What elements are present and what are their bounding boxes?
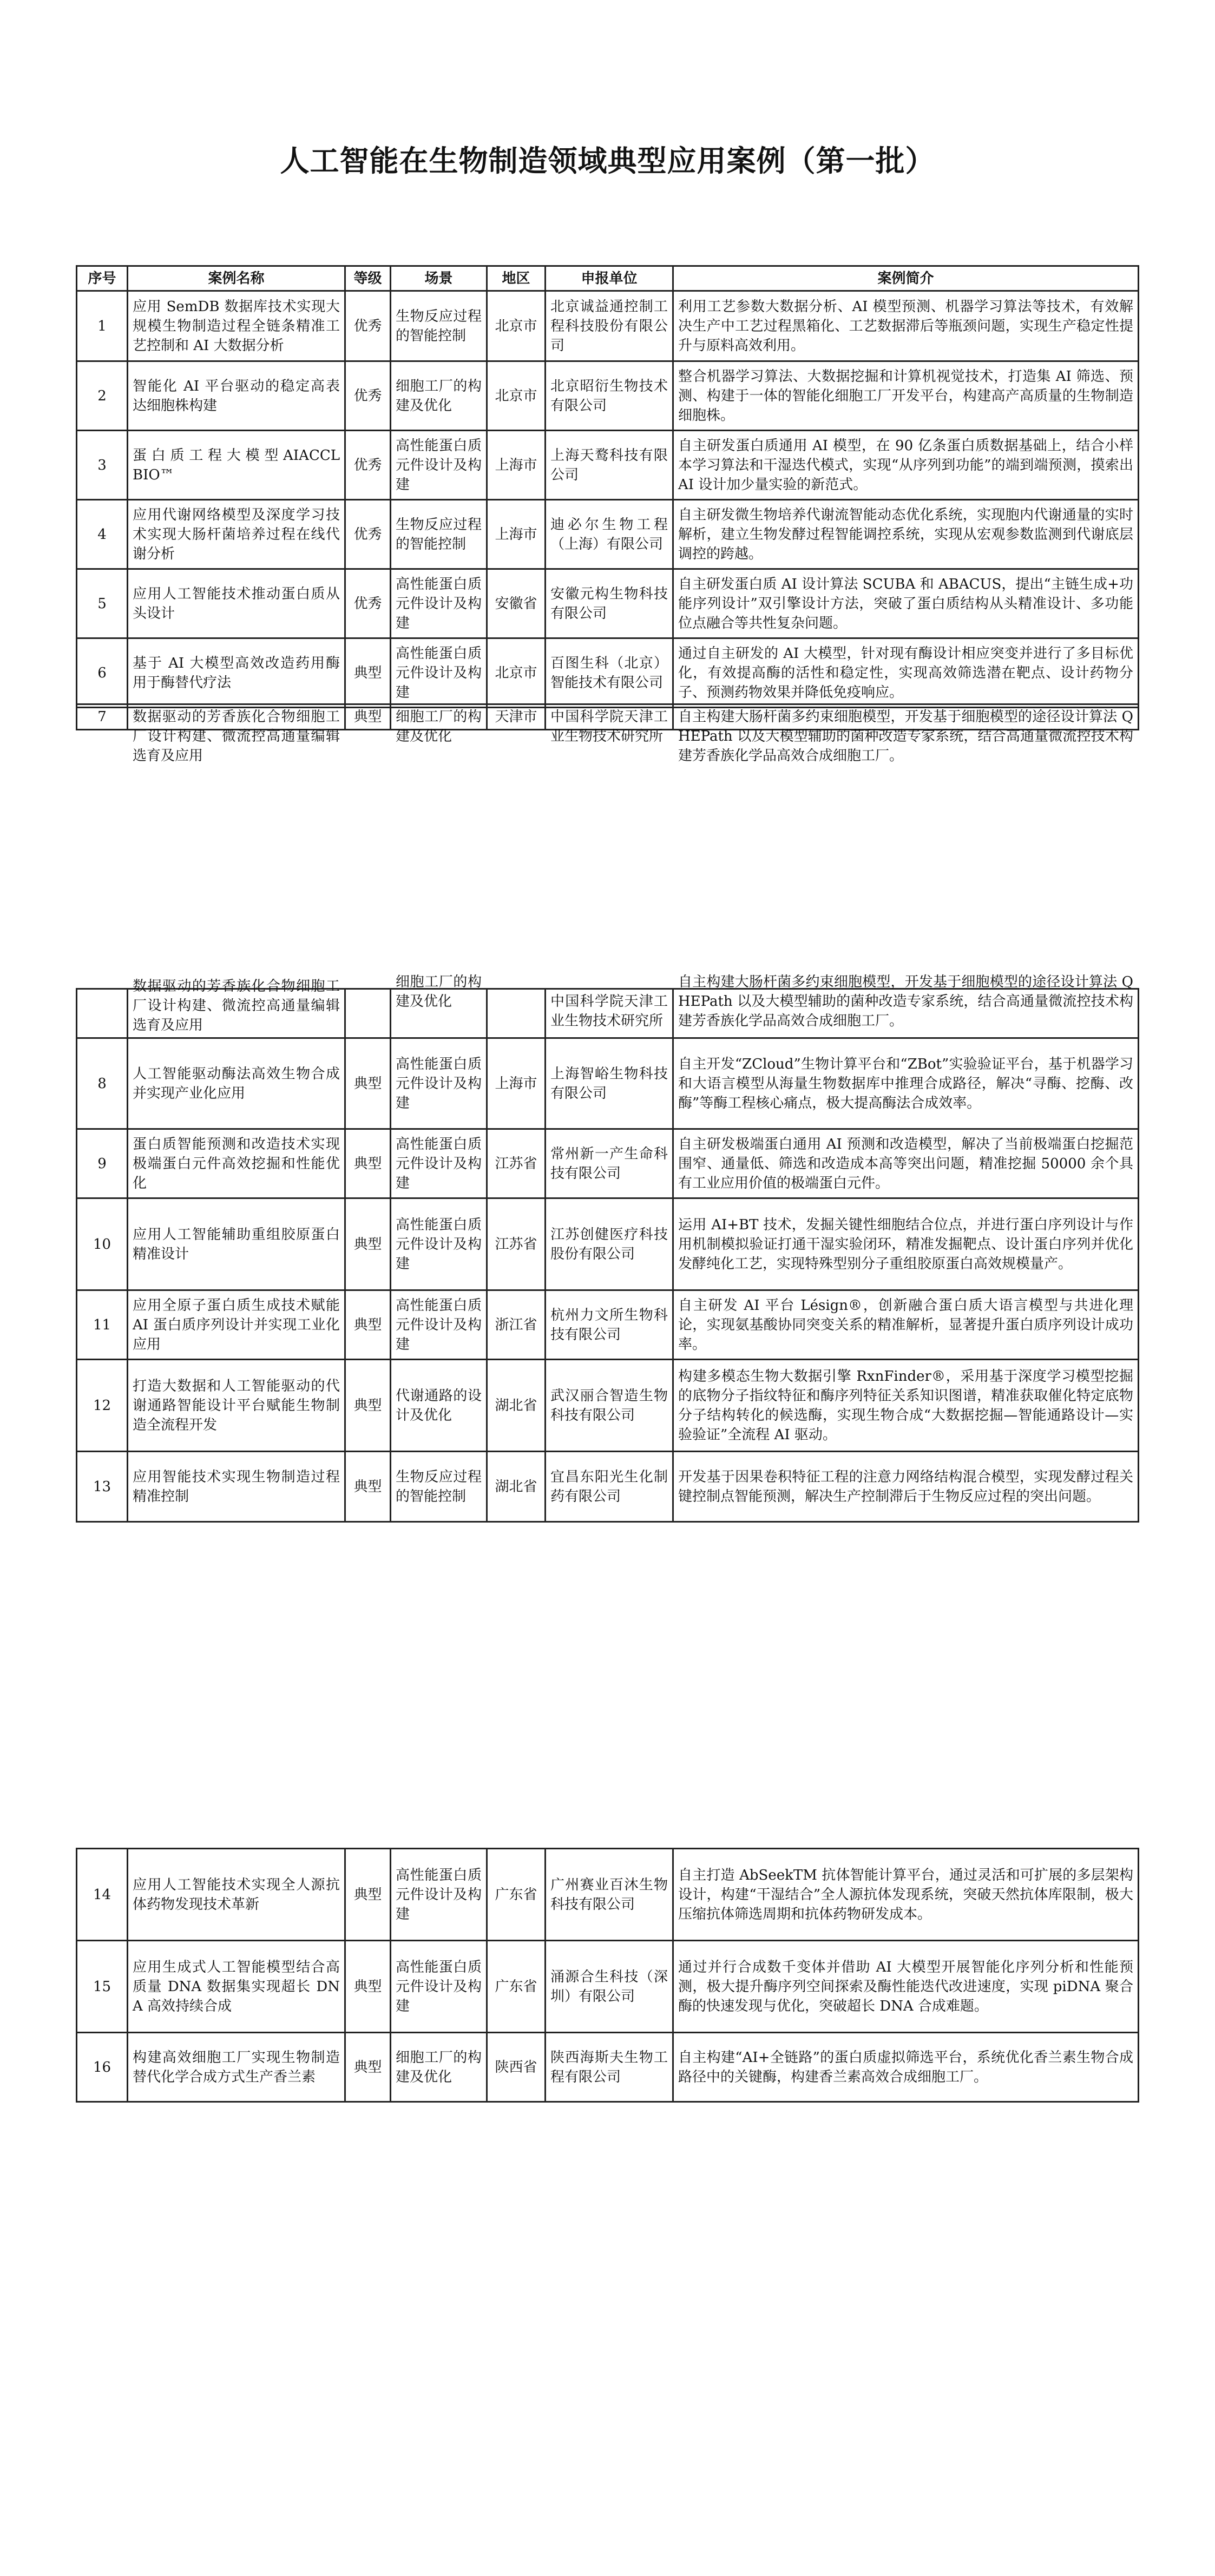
table-row — [77, 1198, 1139, 1290]
case-no: 1 — [77, 291, 128, 361]
case-level: 优秀 — [345, 500, 391, 569]
case-region: 上海市 — [487, 1038, 546, 1129]
case-name: 打造大数据和人工智能驱动的代谢通路智能设计平台赋能生物制造全流程开发 — [128, 1360, 345, 1452]
table-header-row — [77, 266, 1139, 291]
case-scene: 代谢通路的设计及优化 — [391, 1360, 487, 1452]
case-no-continued — [77, 989, 128, 1038]
case-name: 应用人工智能技术实现全人源抗体药物发现技术革新 — [128, 1849, 345, 1941]
case-unit: 宜昌东阳光生化制药有限公司 — [546, 1452, 673, 1522]
table-row — [77, 1849, 1139, 1941]
case-name: 基于 AI 大模型高效改造药用酶用于酶替代疗法 — [128, 638, 345, 708]
case-name: 应用智能技术实现生物制造过程精准控制 — [128, 1452, 345, 1522]
case-name: 应用 SemDB 数据库技术实现大规模生物制造过程全链条精准工艺控制和 AI 大数据分析 — [128, 291, 345, 361]
case-level: 典型 — [345, 1129, 391, 1198]
case-unit: 广州赛业百沐生物科技有限公司 — [546, 1849, 673, 1941]
case-scene-text: 细胞工厂的构建及优化 — [396, 974, 482, 1010]
case-level: 典型 — [345, 1290, 391, 1360]
case-name: 应用代谢网络模型及深度学习技术实现大肠杆菌培养过程在线代谢分析 — [128, 500, 345, 569]
case-scene: 高性能蛋白质元件设计及构建 — [391, 638, 487, 708]
case-desc: 构建多模态生物大数据引擎 RxnFinder®，采用基于深度学习模型挖掘的底物分子指纹特征和酶序列特征关系知识图谱，精准获取催化特定底物分子结构转化的候选酶，实现生物合成“大数据挖掘—智能通路设计—实验验证”全流程 AI 驱动。 — [673, 1360, 1139, 1452]
case-scene: 高性能蛋白质元件设计及构建 — [391, 1290, 487, 1360]
case-name: 蛋 白 质 工 程 大 模 型 AIACCLBIO™ — [128, 431, 345, 500]
case-unit: 上海天鹜科技有限公司 — [546, 431, 673, 500]
case-name: 构建高效细胞工厂实现生物制造替代化学合成方式生产香兰素 — [128, 2033, 345, 2102]
case-desc-continued — [673, 974, 1139, 1038]
case-unit: 江苏创健医疗科技股份有限公司 — [546, 1198, 673, 1290]
case-scene: 细胞工厂的构建及优化 — [391, 2033, 487, 2102]
header-name: 案例名称 — [128, 266, 345, 291]
case-level: 优秀 — [345, 569, 391, 638]
case-level: 典型 — [345, 1941, 391, 2033]
case-level: 优秀 — [345, 361, 391, 431]
case-unit: 上海智峪生物科技有限公司 — [546, 1038, 673, 1129]
table-row — [77, 2033, 1139, 2102]
case-no: 16 — [77, 2033, 128, 2102]
case-no: 10 — [77, 1198, 128, 1290]
case-scene: 生物反应过程的智能控制 — [391, 1452, 487, 1522]
case-unit: 常州新一产生命科技有限公司 — [546, 1129, 673, 1198]
case-level: 优秀 — [345, 431, 391, 500]
case-region: 上海市 — [487, 431, 546, 500]
case-no: 3 — [77, 431, 128, 500]
case-region: 浙江省 — [487, 1290, 546, 1360]
case-no: 9 — [77, 1129, 128, 1198]
table-row — [77, 361, 1139, 431]
case-no: 11 — [77, 1290, 128, 1360]
case-region-continued — [487, 989, 546, 1038]
case-table-page-3 — [76, 1848, 1139, 2103]
case-desc: 自主构建“AI+全链路”的蛋白质虚拟筛选平台，系统优化香兰素生物合成路径中的关键酶，构建香兰素高效合成细胞工厂。 — [673, 2033, 1139, 2102]
case-region: 安徽省 — [487, 569, 546, 638]
case-desc: 自主开发“ZCloud”生物计算平台和“ZBot”实验验证平台，基于机器学习和大语言模型从海量生物数据库中推理合成路径，解决“寻酶、挖酶、改酶”等酶工程核心痛点，极大提高酶法合成效率。 — [673, 1038, 1139, 1129]
case-unit-continued — [546, 989, 673, 1038]
table-row — [77, 989, 1139, 1038]
case-level: 典型 — [345, 1452, 391, 1522]
case-no: 5 — [77, 569, 128, 638]
header-level: 等级 — [345, 266, 391, 291]
case-unit: 北京昭衍生物技术有限公司 — [546, 361, 673, 431]
case-scene: 高性能蛋白质元件设计及构建 — [391, 1941, 487, 2033]
case-no: 2 — [77, 361, 128, 431]
case-no: 15 — [77, 1941, 128, 2033]
document-title: 人工智能在生物制造领域典型应用案例（第一批） — [280, 143, 935, 178]
case-desc: 自主研发蛋白质通用 AI 模型，在 90 亿条蛋白质数据基础上，结合小样本学习算法和干湿迭代模式，实现“从序列到功能”的端到端预测，摸索出 AI 设计加少量实验的新范式。 — [673, 431, 1139, 500]
table-row — [77, 1452, 1139, 1522]
case-name: 应用人工智能辅助重组胶原蛋白精准设计 — [128, 1198, 345, 1290]
case-scene: 细胞工厂的构建及优化 — [391, 361, 487, 431]
case-unit — [546, 704, 673, 745]
case-level: 典型 — [345, 1198, 391, 1290]
case-desc-text: 自主构建大肠杆菌多约束细胞模型，开发基于细胞模型的途径设计算法 QHEPath 以及大模型辅助的菌种改造专家系统，结合高通量微流控技术构建芳香族化学品高效合成细胞工厂。 — [678, 709, 1133, 764]
case-name: 人工智能驱动酶法高效生物合成并实现产业化应用 — [128, 1038, 345, 1129]
case-desc: 自主研发蛋白质 AI 设计算法 SCUBA 和 ABACUS，提出“主链生成+功能序列设计”双引擎设计方法，突破了蛋白质结构从头精准设计、多功能位点融合等共性复杂问题。 — [673, 569, 1139, 638]
case-scene: 高性能蛋白质元件设计及构建 — [391, 1129, 487, 1198]
case-level: 优秀 — [345, 291, 391, 361]
table-row — [77, 500, 1139, 569]
table-row — [77, 1129, 1139, 1198]
header-desc: 案例简介 — [673, 266, 1139, 291]
case-table-page-2 — [76, 974, 1139, 1523]
case-name-text: 数据驱动的芳香族化合物细胞工厂设计构建、微流控高通量编辑选育及应用 — [133, 709, 340, 764]
case-level: 典型 — [345, 704, 391, 730]
case-name: 应用人工智能技术推动蛋白质从头设计 — [128, 569, 345, 638]
case-scene: 高性能蛋白质元件设计及构建 — [391, 1849, 487, 1941]
case-scene: 高性能蛋白质元件设计及构建 — [391, 1038, 487, 1129]
case-table-page-1-continued-row — [76, 703, 1139, 764]
case-desc: 通过并行合成数千变体并借助 AI 大模型开展智能化序列分析和性能预测，极大提升酶序列空间探索及酶性能迭代改进速度，实现 piDNA 聚合酶的快速发现与优化，突破超长 DNA 合成难题。 — [673, 1941, 1139, 2033]
case-name-text: 数据驱动的芳香族化合物细胞工厂设计构建、微流控高通量编辑选育及应用 — [133, 978, 340, 1033]
case-desc: 利用工艺参数大数据分析、AI 模型预测、机器学习算法等技术，有效解决生产中工艺过程黑箱化、工艺数据滞后等瓶颈问题，实现生产稳定性提升与原料高效利用。 — [673, 291, 1139, 361]
case-region: 广东省 — [487, 1941, 546, 2033]
case-scene: 生物反应过程的智能控制 — [391, 291, 487, 361]
case-scene: 高性能蛋白质元件设计及构建 — [391, 569, 487, 638]
table-row — [77, 1360, 1139, 1452]
case-scene — [391, 704, 487, 745]
case-region: 陕西省 — [487, 2033, 546, 2102]
case-desc — [673, 704, 1139, 764]
case-desc: 自主研发 AI 平台 Lésign®，创新融合蛋白质大语言模型与共进化理论，实现氨基酸协同突变关系的精准解析，显著提升蛋白质序列设计成功率。 — [673, 1290, 1139, 1360]
case-unit-text: 中国科学院天津工业生物技术研究所 — [550, 993, 668, 1029]
case-unit: 杭州力文所生物科技有限公司 — [546, 1290, 673, 1360]
case-no: 4 — [77, 500, 128, 569]
case-name: 应用生成式人工智能模型结合高质量 DNA 数据集实现超长 DNA 高效持续合成 — [128, 1941, 345, 2033]
case-region: 江苏省 — [487, 1129, 546, 1198]
case-scene: 生物反应过程的智能控制 — [391, 500, 487, 569]
case-unit: 陕西海斯夫生物工程有限公司 — [546, 2033, 673, 2102]
case-unit: 百图生科（北京）智能技术有限公司 — [546, 638, 673, 708]
table-row — [77, 1941, 1139, 2033]
case-unit: 武汉丽合智造生物科技有限公司 — [546, 1360, 673, 1452]
case-region: 江苏省 — [487, 1198, 546, 1290]
header-scene: 场景 — [391, 266, 487, 291]
case-level: 典型 — [345, 1360, 391, 1452]
case-name-continued — [128, 978, 345, 1038]
case-unit: 北京诚益通控制工程科技股份有限公司 — [546, 291, 673, 361]
case-no: 12 — [77, 1360, 128, 1452]
case-desc: 开发基于因果卷积特征工程的注意力网络结构混合模型，实现发酵过程关键控制点智能预测，解决生产控制滞后于生物反应过程的突出问题。 — [673, 1452, 1139, 1522]
table-row — [77, 1290, 1139, 1360]
case-scene: 高性能蛋白质元件设计及构建 — [391, 1198, 487, 1290]
case-unit: 涌源合生科技（深圳）有限公司 — [546, 1941, 673, 2033]
table-row — [77, 1038, 1139, 1129]
case-no: 7 — [77, 704, 128, 730]
case-level: 典型 — [345, 1849, 391, 1941]
header-unit: 申报单位 — [546, 266, 673, 291]
case-no: 6 — [77, 638, 128, 708]
case-region: 北京市 — [487, 291, 546, 361]
case-region: 上海市 — [487, 500, 546, 569]
case-level-continued — [345, 989, 391, 1038]
table-row — [77, 569, 1139, 638]
case-name: 应用全原子蛋白质生成技术赋能 AI 蛋白质序列设计并实现工业化应用 — [128, 1290, 345, 1360]
case-no: 8 — [77, 1038, 128, 1129]
table-row — [77, 431, 1139, 500]
case-name: 蛋白质智能预测和改造技术实现极端蛋白元件高效挖掘和性能优化 — [128, 1129, 345, 1198]
case-name — [128, 704, 345, 764]
case-scene-continued — [391, 974, 487, 1038]
case-region: 北京市 — [487, 361, 546, 431]
case-region: 北京市 — [487, 638, 546, 708]
case-desc: 自主研发极端蛋白通用 AI 预测和改造模型，解决了当前极端蛋白挖掘范围窄、通量低、筛选和改造成本高等突出问题，精准挖掘 50000 余个具有工业应用价值的极端蛋白元件。 — [673, 1129, 1139, 1198]
table-row — [77, 704, 1139, 730]
header-region: 地区 — [487, 266, 546, 291]
case-level: 典型 — [345, 1038, 391, 1129]
case-region: 湖北省 — [487, 1360, 546, 1452]
case-region: 广东省 — [487, 1849, 546, 1941]
case-region: 天津市 — [487, 704, 546, 730]
case-no: 13 — [77, 1452, 128, 1522]
case-name: 智能化 AI 平台驱动的稳定高表达细胞株构建 — [128, 361, 345, 431]
case-desc: 运用 AI+BT 技术，发掘关键性细胞结合位点，并进行蛋白序列设计与作用机制模拟验证打通干湿实验闭环，精准发掘靶点、设计蛋白序列并优化发酵纯化工艺，实现特殊型别分子重组胶原蛋白高效规模量产。 — [673, 1198, 1139, 1290]
case-desc: 通过自主研发的 AI 大模型，针对现有酶设计相应突变并进行了多目标优化，有效提高酶的活性和稳定性，实现高效筛选潜在靶点、设计药物分子、预测药物效果并降低免疫响应。 — [673, 638, 1139, 708]
case-unit: 安徽元构生物科技有限公司 — [546, 569, 673, 638]
case-table-page-1 — [76, 265, 1139, 708]
case-unit-text: 中国科学院天津工业生物技术研究所 — [550, 709, 668, 745]
case-desc-text: 自主构建大肠杆菌多约束细胞模型，开发基于细胞模型的途径设计算法 QHEPath 以及大模型辅助的菌种改造专家系统，结合高通量微流控技术构建芳香族化学品高效合成细胞工厂。 — [678, 974, 1133, 1029]
case-unit: 迪必尔生物工程（上海）有限公司 — [546, 500, 673, 569]
table-row — [77, 291, 1139, 361]
case-no: 14 — [77, 1849, 128, 1941]
header-no: 序号 — [77, 266, 128, 291]
case-scene: 高性能蛋白质元件设计及构建 — [391, 431, 487, 500]
case-level: 典型 — [345, 638, 391, 708]
case-region: 湖北省 — [487, 1452, 546, 1522]
table-row — [77, 638, 1139, 708]
case-scene-text: 细胞工厂的构建及优化 — [396, 709, 482, 745]
case-desc: 自主研发微生物培养代谢流智能动态优化系统，实现胞内代谢通量的实时解析，建立生物发酵过程智能调控系统，实现从宏观参数监测到代谢底层调控的跨越。 — [673, 500, 1139, 569]
case-desc: 自主打造 AbSeekTM 抗体智能计算平台，通过灵活和可扩展的多层架构设计，构建“干湿结合”全人源抗体发现系统，突破天然抗体库限制，极大压缩抗体筛选周期和抗体药物研发成本。 — [673, 1849, 1139, 1941]
case-desc: 整合机器学习算法、大数据挖掘和计算机视觉技术，打造集 AI 筛选、预测、构建于一体的智能化细胞工厂开发平台，构建高产高质量的生物制造细胞株。 — [673, 361, 1139, 431]
case-level: 典型 — [345, 2033, 391, 2102]
